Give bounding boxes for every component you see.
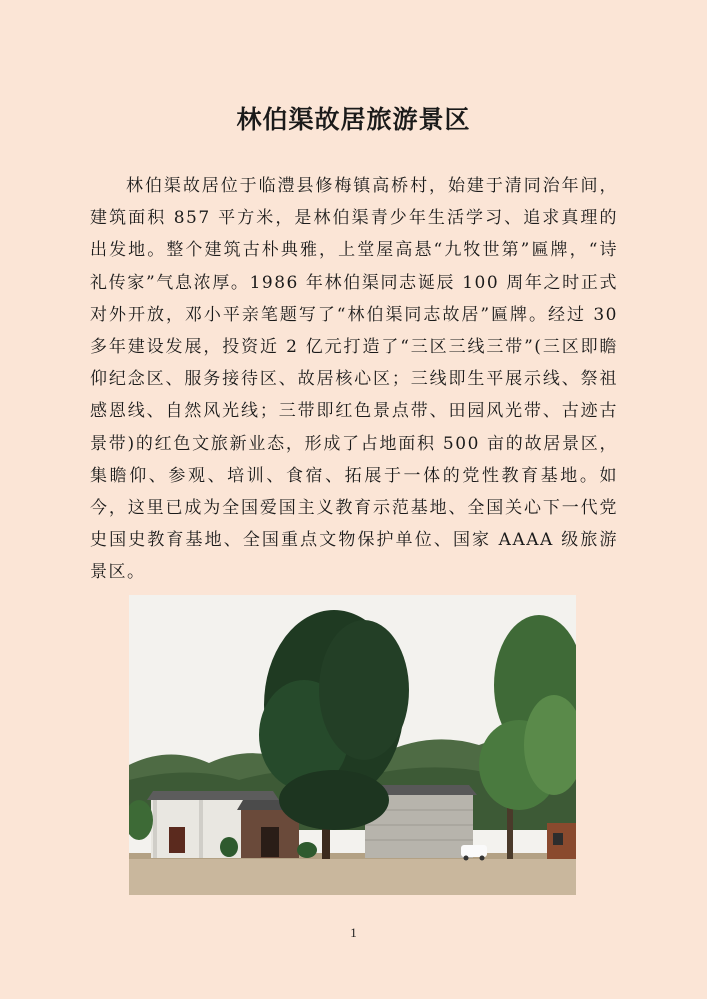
page-title: 林伯渠故居旅游景区	[236, 105, 471, 134]
body-paragraph: 林伯渠故居位于临澧县修梅镇高桥村，始建于清同治年间，建筑面积 857 平方米，是林伯渠青少年生活学习、追求真理的出发地。整个建筑古朴典雅，上堂屋高悬“九牧世第”匾牌，“诗礼传家”气息浓厚。1986 年林伯渠同志诞辰 100 周年之时正式对外开放，邓小平亲笔题写了“林伯渠同志故居”匾牌。经过 30 多年建设发展，投资近 2 亿元打造了“三区三线三带”(三区即瞻仰纪念区、服务接待区、故居核心区；三线即生平展示线、祭祖感恩线、自然风光线；三带即红色景点带、田园风光带、古迹古景带)的红色文旅新业态，形成了占地面积 500 亩的故居景区，集瞻仰、参观、培训、食宿、拓展于一体的党性教育基地。如今，这里已成为全国爱国主义教育示范基地、全国关心下一代党史国史教育基地、全国重点文物保护单位、国家 AAAA 级旅游景区。	[90, 176, 618, 583]
page-number: 1	[350, 925, 357, 940]
residence-photo	[129, 595, 576, 895]
